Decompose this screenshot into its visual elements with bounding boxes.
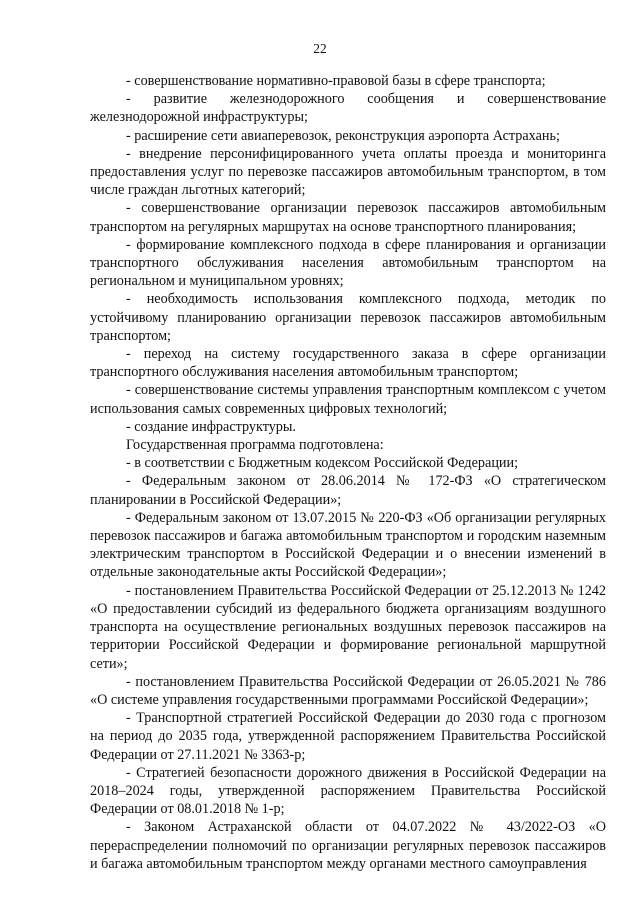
paragraph: - необходимость использования комплексного подхода, методик по устойчивому планированию организации перевозок пассажиров автомобильным транспортом; [90, 291, 606, 344]
page-number: 22 [313, 41, 327, 56]
paragraph: - совершенствование системы управления транспортным комплексом с учетом использования самых современных цифровых технологий; [90, 382, 606, 417]
paragraph: - расширение сети авиаперевозок, реконструкция аэропорта Астрахань; [126, 127, 560, 144]
paragraph: - Федеральным законом от 13.07.2015 № 220-ФЗ «Об организации регулярных перевозок пассажиров и багажа автомобильным транспортом и городским наземным электрическим транспортом в Российской Федерации и о внесении изменений в отдельные законодательные акты Российской Федерации»; [90, 509, 606, 581]
paragraph: - Стратегией безопасности дорожного движения в Российской Федерации на 2018–2024 годы, утвержденной распоряжением Правительства Российской Федерации от 08.01.2018 № 1-р; [90, 764, 606, 818]
paragraph: - Транспортной стратегией Российской Федерации до 2030 года с прогнозом на период до 2035 года, утвержденной распоряжением Правительства Российской Федерации от 27.11.2021 № 3363-р; [90, 710, 606, 763]
document-body [90, 72, 606, 873]
paragraph: Государственная программа подготовлена: [126, 437, 384, 454]
paragraph: - совершенствование организации перевозок пассажиров автомобильным транспортом на регулярных маршрутах на основе транспортного планирования; [90, 200, 606, 235]
paragraph: - формирование комплексного подхода в сфере планирования и организации транспортного обслуживания населения автомобильным транспортом на региональном и муниципальном уровнях; [90, 236, 606, 290]
paragraph: - внедрение персонифицированного учета оплаты проезда и мониторинга предоставления услуг по перевозке пассажиров автомобильным транспортом, в том числе граждан льготных категорий; [90, 145, 606, 199]
paragraph: - совершенствование нормативно-правовой базы в сфере транспорта; [126, 73, 546, 89]
paragraph: - в соответствии с Бюджетным кодексом Российской Федерации; [126, 455, 519, 472]
paragraph: - развитие железнодорожного сообщения и совершенствование железнодорожной инфраструктуры; [90, 91, 606, 126]
paragraph: - создание инфраструктуры. [126, 418, 296, 435]
paragraph: - Федеральным законом от 28.06.2014 № 172-ФЗ «О стратегическом планировании в Российской Федерации»; [90, 473, 606, 508]
paragraph: - постановлением Правительства Российской Федерации от 25.12.2013 № 1242 «О предоставлении субсидий из федерального бюджета организациям воздушного транспорта на осуществление региональных воздушных перевозок пассажиров на территории Российской Федерации и формирование региональной маршрутной сети»; [90, 582, 606, 672]
paragraph: - постановлением Правительства Российской Федерации от 26.05.2021 № 786 «О системе управления государственными программами Российской Федерации»; [90, 673, 606, 708]
paragraph: - переход на систему государственного заказа в сфере организации транспортного обслуживания населения автомобильным транспортом; [90, 346, 606, 381]
paragraph: - Законом Астраханской области от 04.07.2022 № 43/2022-ОЗ «О перераспределении полномочий по организации регулярных перевозок пассажиров и багажа автомобильным транспортом между органами местного самоуправления [90, 819, 606, 872]
